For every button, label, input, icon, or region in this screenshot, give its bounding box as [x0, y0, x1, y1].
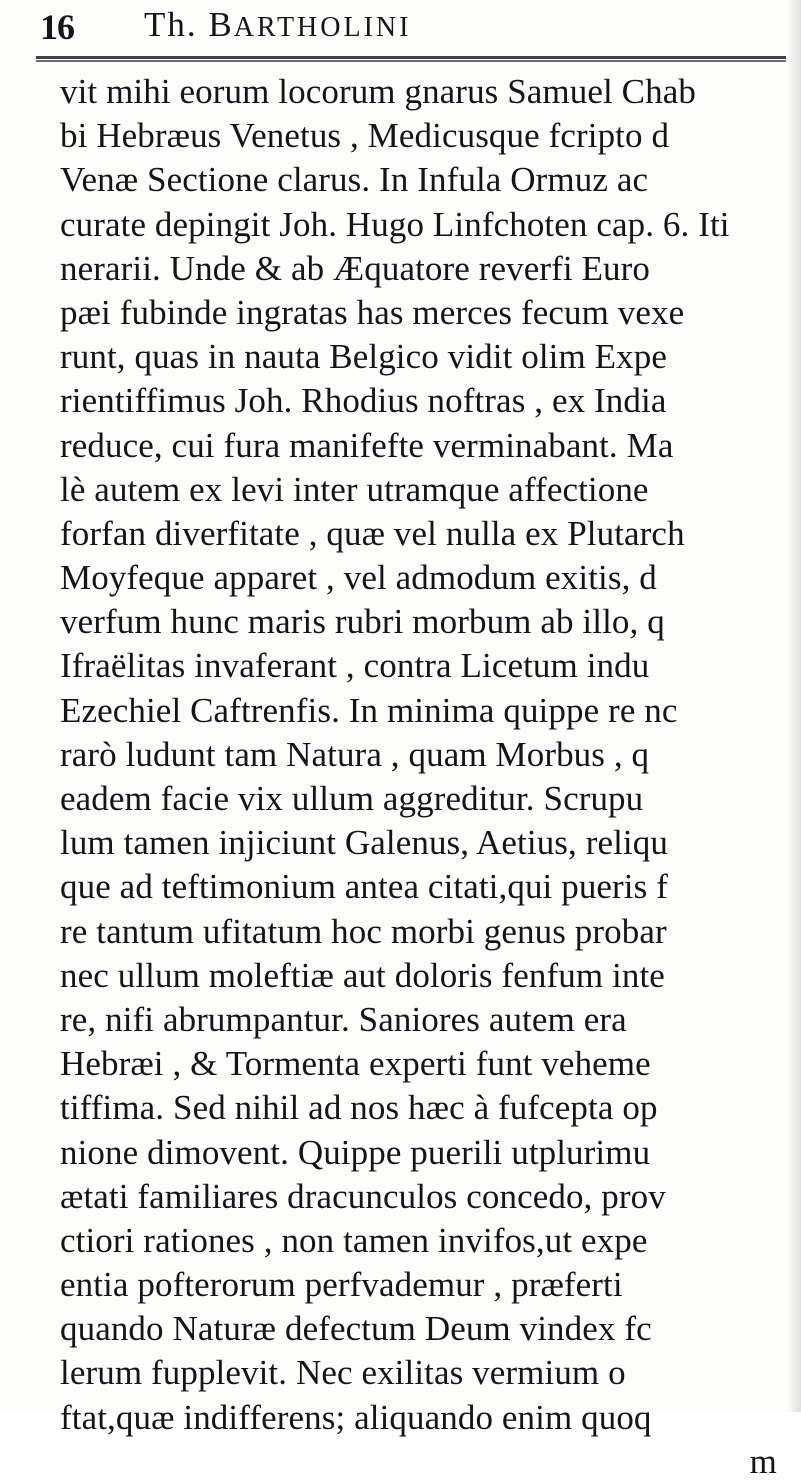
- text-line: runt, quas in nauta Belgico vidit olim Expe: [60, 337, 667, 377]
- text-line: ctiori rationes , non tamen invifos,ut expe: [60, 1220, 648, 1260]
- text-line: Ifraëlitas invaferant , contra Licetum indu: [60, 646, 650, 686]
- text-line: eadem facie vix ullum aggreditur. Scrupu: [60, 779, 644, 818]
- text-line: pæi fubinde ingratas has merces fecum vexe: [60, 292, 685, 332]
- text-line: nerarii. Unde & ab Æquatore reverfi Euro: [60, 248, 651, 288]
- text-line: reduce, cui fura manifefte verminabant. Ma: [60, 425, 674, 465]
- text-line: rientiffimus Joh. Rhodius noftras , ex India: [60, 381, 667, 421]
- text-line: lum tamen injiciunt Galenus, Aetius, reliqu: [60, 823, 668, 863]
- text-line: ftat,quæ indifferens; aliquando enim quoq: [60, 1397, 652, 1437]
- page-header: [40, 6, 780, 56]
- text-line: lerum fupplevit. Nec exilitas vermium o: [60, 1353, 626, 1393]
- text-line: rarò ludunt tam Natura , quam Morbus , q: [60, 734, 650, 774]
- text-line: verfum hunc maris rubri morbum ab illo, q: [60, 602, 665, 642]
- text-line: que ad teftimonium antea citati,qui pueris f: [60, 867, 668, 907]
- body-text: [60, 70, 795, 1484]
- text-line: nec ullum moleftiæ aut doloris fenfum inte: [60, 955, 665, 995]
- text-line: forfan diverfitate , quæ vel nulla ex Plutarch: [60, 513, 685, 553]
- running-head-prefix: Th. B: [144, 5, 234, 44]
- running-head-rest: ARTHOLINI: [233, 12, 412, 43]
- running-head: [144, 5, 411, 45]
- text-line: Hebræi , & Tormenta experti funt veheme: [60, 1044, 651, 1084]
- text-line: tiffima. Sed nihil ad nos hæc à fufcepta op: [60, 1088, 658, 1128]
- page-number: 16: [40, 7, 74, 47]
- text-line: re tantum ufitatum hoc morbi genus probar: [60, 911, 667, 951]
- text-line: re, nifi abrumpantur. Saniores autem era: [60, 999, 627, 1039]
- header-rule: [36, 56, 786, 62]
- text-line: nione dimovent. Quippe puerili utplurimu: [60, 1132, 651, 1172]
- text-line: Moyfeque apparet , vel admodum exitis, d: [60, 558, 657, 598]
- page-edge-shadow: [787, 0, 801, 1412]
- text-line: lè autem ex levi inter utramque affectione: [60, 469, 649, 509]
- catchword: m: [749, 1441, 777, 1481]
- text-line: Venæ Sectione clarus. In Infula Ormuz ac: [60, 160, 649, 200]
- text-line: ætati familiares dracunculos concedo, prov: [60, 1176, 666, 1216]
- text-line: Ezechiel Caftrenfis. In minima quippe re nc: [60, 690, 678, 730]
- text-line: curate depingit Joh. Hugo Linfchoten cap. 6. Iti: [60, 204, 730, 244]
- text-line: entia pofterorum perfvademur , præferti: [60, 1265, 623, 1305]
- text-line: vit mihi eorum locorum gnarus Samuel Chab: [60, 72, 696, 111]
- text-line: quando Naturæ defectum Deum vindex fc: [60, 1309, 652, 1349]
- text-line: bi Hebræus Venetus , Medicusque fcripto d: [60, 116, 670, 156]
